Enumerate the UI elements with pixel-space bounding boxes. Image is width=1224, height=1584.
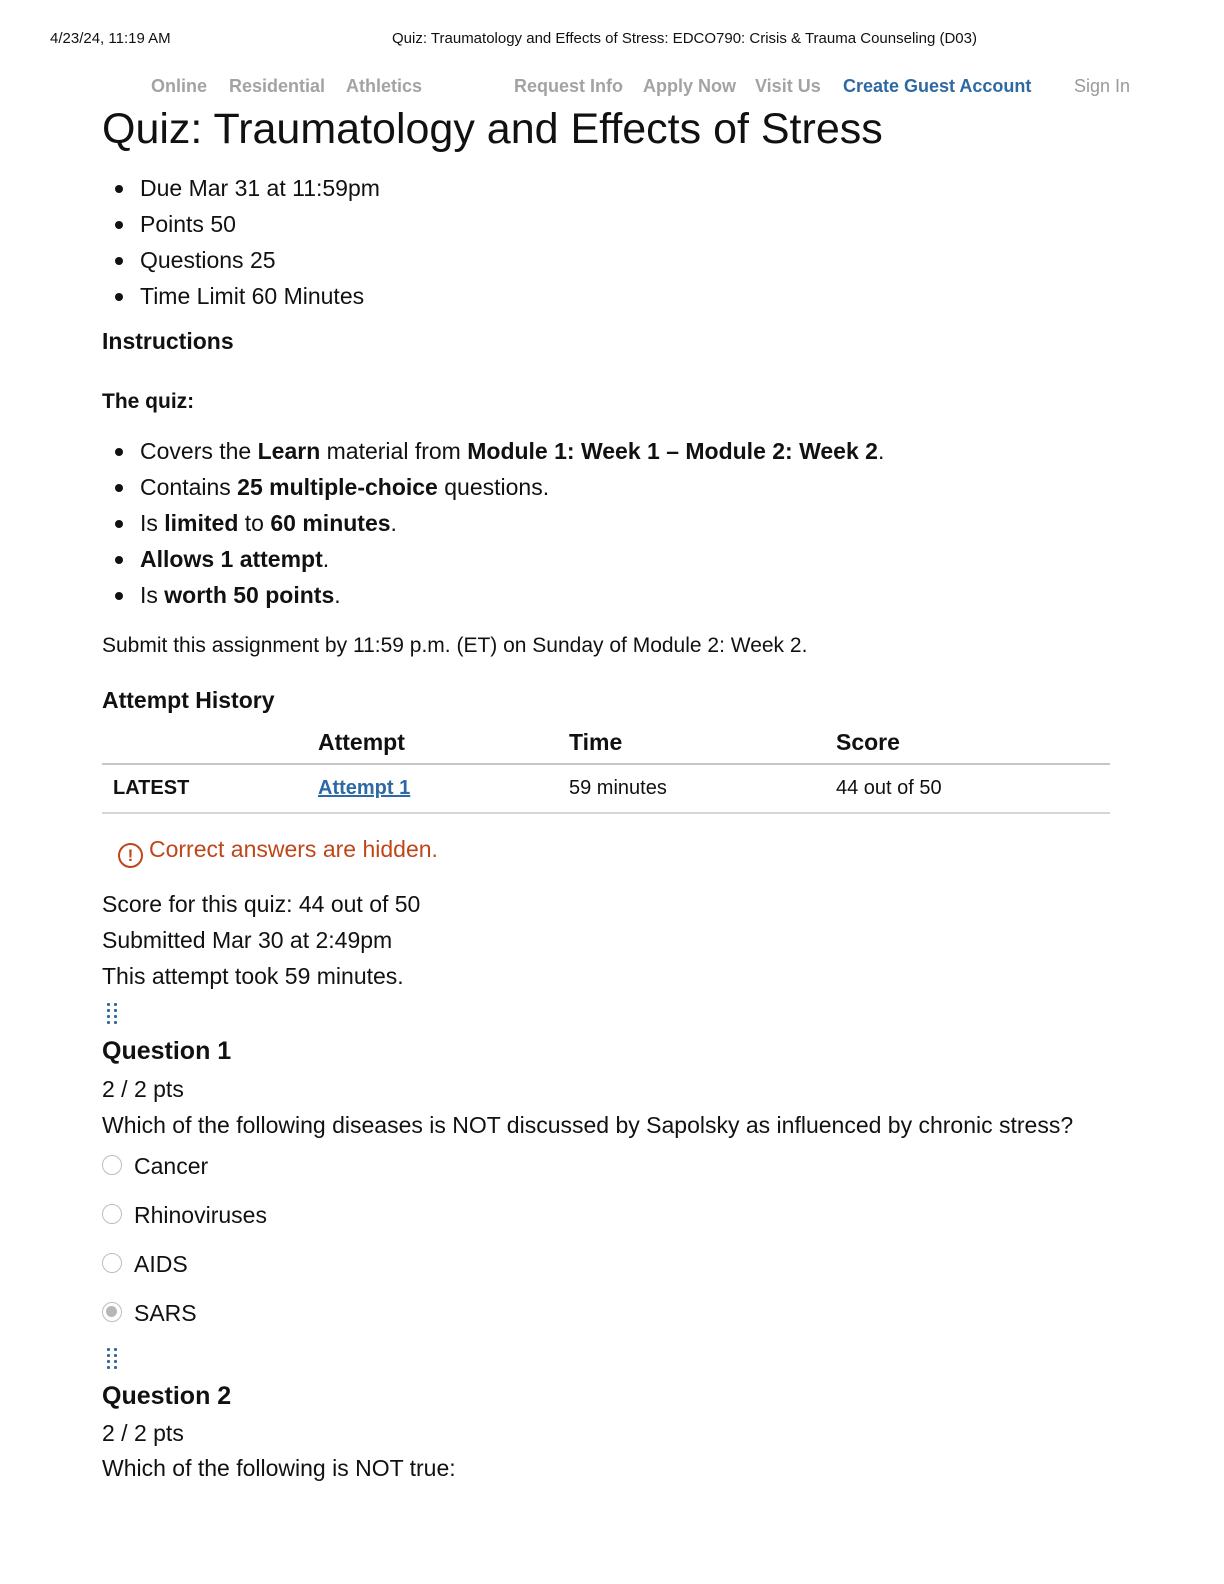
instructions-list: [102, 439, 884, 619]
page-title: Quiz: Traumatology and Effects of Stress: [102, 105, 883, 153]
question-2-text: Which of the following is NOT true:: [102, 1455, 456, 1481]
nav-link-residential[interactable]: Residential: [229, 76, 326, 96]
answer-option-label: Rhinoviruses: [134, 1202, 267, 1228]
drag-handle-icon[interactable]: [106, 1346, 122, 1374]
submission-deadline-note: Submit this assignment by 11:59 p.m. (ET) on Sunday of Module 2: Week 2.: [102, 634, 808, 657]
answer-option-label: Cancer: [134, 1153, 209, 1179]
answers-hidden-notice: [118, 836, 438, 866]
table-row-divider: [102, 812, 1110, 814]
answer-option-label: SARS: [134, 1300, 197, 1326]
exclamation-circle-icon: !: [118, 843, 143, 868]
instruction-item: Covers the Learn material from Module 1: Week 1 – Module 2: Week 2.: [102, 439, 884, 475]
radio-button[interactable]: [102, 1253, 122, 1273]
answers-hidden-text: Correct answers are hidden.: [149, 836, 438, 862]
attempt-row-label: LATEST: [113, 777, 190, 799]
drag-handle-icon[interactable]: [106, 1001, 122, 1029]
table-header-divider: [102, 763, 1110, 765]
create-guest-account-link[interactable]: Create Guest Account: [843, 76, 1032, 96]
quiz-score: Score for this quiz: 44 out of 50: [102, 891, 421, 917]
nav-link-athletics[interactable]: Athletics: [346, 76, 423, 96]
instructions-heading: Instructions: [102, 328, 234, 354]
question-2-points: 2 / 2 pts: [102, 1420, 184, 1446]
question-1-points: 2 / 2 pts: [102, 1076, 184, 1102]
quiz-points: Points 50: [102, 212, 380, 248]
column-header-time: Time: [569, 729, 623, 755]
submitted-time: Submitted Mar 30 at 2:49pm: [102, 927, 393, 953]
nav-link-online[interactable]: Online: [151, 76, 208, 96]
instruction-item: Is limited to 60 minutes.: [102, 511, 884, 547]
attempt-score: 44 out of 50: [836, 777, 942, 799]
nav-link-request-info[interactable]: Request Info: [514, 76, 624, 96]
quiz-time-limit: Time Limit 60 Minutes: [102, 284, 380, 320]
radio-button-selected[interactable]: [102, 1302, 122, 1322]
column-header-score: Score: [836, 729, 900, 755]
nav-link-apply-now[interactable]: Apply Now: [643, 76, 736, 96]
quiz-details-list: [102, 176, 380, 320]
question-2-title: Question 2: [102, 1382, 232, 1410]
instruction-item: Allows 1 attempt.: [102, 547, 884, 583]
nav-link-visit-us[interactable]: Visit Us: [755, 76, 821, 96]
print-title: Quiz: Traumatology and Effects of Stress: EDCO790: Crisis & Trauma Counseling (D03): [392, 30, 977, 47]
instructions-subheading: The quiz:: [102, 390, 195, 413]
question-1-text: Which of the following diseases is NOT discussed by Sapolsky as influenced by chronic stress?: [102, 1112, 1074, 1138]
radio-button[interactable]: [102, 1204, 122, 1224]
quiz-due-date: Due Mar 31 at 11:59pm: [102, 176, 380, 212]
question-1-title: Question 1: [102, 1037, 232, 1065]
attempt-history-table: [102, 722, 1110, 816]
attempt-time: 59 minutes: [569, 777, 667, 799]
print-date: 4/23/24, 11:19 AM: [50, 30, 171, 47]
instruction-item: Is worth 50 points.: [102, 583, 884, 619]
attempt-duration: This attempt took 59 minutes.: [102, 963, 404, 989]
attempt-history-heading: Attempt History: [102, 687, 275, 713]
answer-option-label: AIDS: [134, 1251, 188, 1277]
column-header-attempt: Attempt: [318, 729, 405, 755]
radio-button[interactable]: [102, 1155, 122, 1175]
print-header: [0, 30, 1224, 50]
attempt-1-link[interactable]: Attempt 1: [318, 777, 411, 799]
instruction-item: Contains 25 multiple-choice questions.: [102, 475, 884, 511]
sign-in-link[interactable]: Sign In: [1074, 76, 1131, 96]
quiz-question-count: Questions 25: [102, 248, 380, 284]
